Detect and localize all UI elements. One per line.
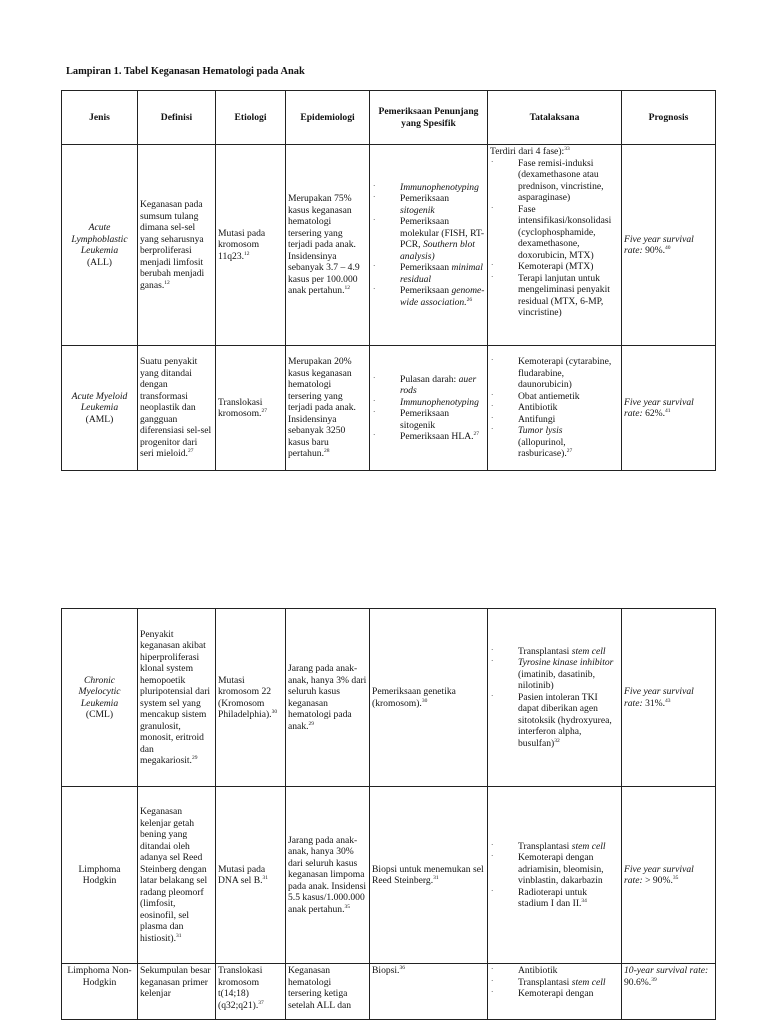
item-italic: Immunophenotyping <box>400 181 479 193</box>
epidemiologi-text: Keganasan hematologi tersering ketiga setelah ALL dan <box>288 965 352 1011</box>
bullet-icon: · <box>373 396 376 405</box>
tatalaksana-list <box>490 841 619 910</box>
item-text: Kemoterapi dengan <box>518 988 594 999</box>
list-item <box>490 356 619 391</box>
item-text: Obat antiemetik <box>518 390 580 402</box>
table-row-all <box>62 145 716 346</box>
prognosis-value: 31%. <box>645 697 666 709</box>
hematology-table-part-1 <box>61 90 716 471</box>
ref-sup: 34 <box>581 897 587 904</box>
bullet-icon: · <box>491 390 494 399</box>
bullet-icon: · <box>491 852 494 860</box>
cell-definisi <box>138 609 216 787</box>
ref-sup: 35 <box>672 874 679 881</box>
item-italic: auer rods <box>400 373 477 396</box>
ref-sup: 28 <box>323 448 330 455</box>
etiologi-text: Mutasi pada kromosom 11q23. <box>218 227 266 262</box>
bullet-icon: · <box>373 262 376 271</box>
list-item <box>490 988 619 1000</box>
bullet-icon: · <box>491 272 494 281</box>
ref-sup: 27 <box>261 407 267 414</box>
header-pemeriksaan: Pemeriksaan Penunjang yang Spesifik <box>370 91 488 145</box>
table-row-cml <box>62 609 716 787</box>
item-text: Pemeriksaan <box>400 262 450 274</box>
list-item <box>372 193 485 216</box>
pemeriksaan-text: Biopsi. <box>372 965 400 976</box>
ref-sup: 27 <box>566 448 573 455</box>
bullet-icon: · <box>373 193 376 202</box>
prognosis-label: Five year survival rate: <box>624 396 694 419</box>
tatalaksana-list <box>490 158 619 319</box>
list-item <box>372 182 485 194</box>
cell-pemeriksaan <box>370 346 488 471</box>
cell-tatalaksana <box>488 787 622 964</box>
bullet-icon: · <box>491 157 494 166</box>
list-item <box>372 285 485 308</box>
ref-sup: 12 <box>164 279 170 286</box>
ref-sup: 41 <box>665 407 671 414</box>
cell-tatalaksana <box>488 609 622 787</box>
epidemiologi-text: Merupakan 75% kasus keganasan hematologi tersering yang terjadi pada anak. Insidensinya sebanyak 3.7 – 4.9 kasus per 100.000 anak pertahun. <box>288 193 360 297</box>
header-epidemiologi: Epidemiologi <box>286 91 370 145</box>
etiologi-text: Translokasi kromosom. <box>218 396 263 419</box>
item-text: (allopurinol, rasburicase). <box>518 436 567 460</box>
bullet-icon: · <box>373 408 376 416</box>
bullet-icon: · <box>491 645 494 654</box>
bullet-icon: · <box>491 840 494 849</box>
cell-tatalaksana <box>488 964 622 1020</box>
document-title: Lampiran 1. Tabel Keganasan Hematologi pada Anak <box>66 66 305 77</box>
table-row-aml <box>62 346 716 471</box>
disease-name: Acute Lymphoblastic Leukemia <box>71 222 128 256</box>
bullet-icon: · <box>373 431 376 439</box>
item-text: Radioterapi untuk stadium I dan II. <box>518 886 588 909</box>
definisi-text: Sekumpulan besar keganasan primer kelenjar <box>140 965 211 999</box>
cell-epidemiologi <box>286 609 370 787</box>
item-text: Pasien intoleran TKI dapat diberikan agen sitotoksik (hydroxyurea, interferon alpha, busulfan) <box>518 691 612 749</box>
cell-etiologi <box>216 787 286 964</box>
ref-sup: 29 <box>191 754 198 761</box>
bullet-icon: · <box>373 181 376 190</box>
item-text: Antibiotik <box>518 402 558 414</box>
item-text: Transplantasi <box>518 976 570 988</box>
item-text: Antibiotik <box>518 965 558 976</box>
cell-prognosis <box>622 787 716 964</box>
list-item <box>490 841 619 853</box>
pemeriksaan-text: Pemeriksaan genetika (kromosom). <box>372 686 456 709</box>
header-etiologi: Etiologi <box>216 91 286 145</box>
etiologi-text: Mutasi kromosom 22 (Kromosom Philadelphia). <box>218 674 272 720</box>
list-item <box>490 261 619 273</box>
item-italic: sitogenik <box>400 204 435 216</box>
ref-sup: 12 <box>344 285 350 292</box>
ref-sup: 30 <box>421 697 428 704</box>
ref-sup: 39 <box>651 976 657 983</box>
disease-abbr: (CML) <box>85 709 114 720</box>
cell-prognosis <box>622 145 716 346</box>
disease-name: Limphoma Non-Hodgkin <box>67 965 132 988</box>
bullet-icon: · <box>491 413 494 422</box>
item-text: Pulasan darah: <box>400 373 457 385</box>
item-text: Pemeriksaan HLA. <box>400 431 474 442</box>
item-text: Transplantasi <box>518 840 570 852</box>
cell-tatalaksana <box>488 346 622 471</box>
ref-sup: 31 <box>262 874 269 881</box>
item-text: Transplantasi <box>518 645 570 657</box>
item-text: Kemoterapi (cytarabine, fludarabine, daunorubicin) <box>518 356 612 391</box>
list-item <box>490 646 619 658</box>
ref-sup: 32 <box>554 737 560 744</box>
list-item <box>372 262 485 285</box>
list-item <box>490 965 619 977</box>
cell-etiologi <box>216 964 286 1020</box>
definisi-text: Keganasan pada sumsum tulang dimana sel-sel yang seharusnya berproliferasi menjadi limfosit berubah menjadi ganas. <box>140 199 205 291</box>
bullet-icon: · <box>491 965 494 973</box>
disease-name: Acute Myeloid Leukemia <box>71 390 128 414</box>
list-item <box>490 692 619 750</box>
list-item <box>490 977 619 989</box>
header-prognosis: Prognosis <box>622 91 716 145</box>
ref-sup: 33 <box>564 145 570 152</box>
ref-sup: 37 <box>258 999 264 1006</box>
definisi-text: Suatu penyakit yang ditandai dengan transformasi neoplastik dan gangguan diferensiasi sel-sel progenitor dari seri mieloid. <box>140 356 212 460</box>
epidemiologi-text: Jarang pada anak-anak, hanya 3% dari seluruh kasus keganasan hematologi pada anak. <box>288 663 367 732</box>
ref-sup: 31 <box>433 874 439 881</box>
definisi-text: Keganasan kelenjar getah bening yang ditandai oleh adanya sel Reed Steinberg dengan latar belakang sel radang pleomorf (limfosit, eosinofil, sel plasma dan histiosit). <box>140 806 208 944</box>
ref-sup: 30 <box>271 708 278 715</box>
bullet-icon: · <box>373 216 376 225</box>
bullet-icon: · <box>491 356 494 365</box>
item-italic: stem cell <box>571 976 606 988</box>
header-tatalaksana: Tatalaksana <box>488 91 622 145</box>
cell-pemeriksaan <box>370 787 488 964</box>
cell-etiologi <box>216 609 286 787</box>
epidemiologi-text: Jarang pada anak-anak, hanya 30% dari seluruh kasus keganasan limpoma pada anak. Insidensi 5.5 kasus/1.000.000 anak pertahun. <box>288 834 367 915</box>
ref-sup: 27 <box>187 448 194 455</box>
cell-jenis <box>62 787 138 964</box>
list-item <box>372 374 485 397</box>
item-text: (imatinib, dasatinib, nilotinib) <box>518 668 596 692</box>
bullet-icon: · <box>373 285 376 294</box>
item-text: Pemeriksaan <box>400 193 450 205</box>
list-item <box>372 397 485 409</box>
pemeriksaan-list <box>372 182 485 309</box>
cell-epidemiologi <box>286 964 370 1020</box>
cell-jenis <box>62 346 138 471</box>
prognosis-value: > 90%. <box>645 875 673 886</box>
list-item <box>490 657 619 692</box>
ref-sup: 26 <box>466 296 473 303</box>
item-text: Antifungi <box>518 413 556 425</box>
cell-definisi <box>138 787 216 964</box>
prognosis-label: 10-year survival rate: <box>624 965 709 976</box>
ref-sup: 29 <box>308 720 315 727</box>
cell-etiologi <box>216 346 286 471</box>
bullet-icon: · <box>491 261 494 269</box>
header-jenis: Jenis <box>62 91 138 145</box>
cell-jenis <box>62 145 138 346</box>
list-item <box>490 391 619 403</box>
cell-epidemiologi <box>286 346 370 471</box>
table-row-non-hodgkin <box>62 964 716 1020</box>
item-italic: Tyrosine kinase inhibitor <box>518 657 614 669</box>
list-item <box>490 204 619 262</box>
ref-sup: 40 <box>665 244 671 251</box>
header-definisi: Definisi <box>138 91 216 145</box>
disease-abbr: (ALL) <box>86 256 113 268</box>
prognosis-label: Five year survival rate: <box>624 233 694 256</box>
list-item <box>490 887 619 910</box>
bullet-icon: · <box>491 657 494 666</box>
cell-epidemiologi <box>286 145 370 346</box>
item-italic: Southern blot analysis) <box>400 239 475 262</box>
list-item <box>490 158 619 204</box>
intro-text: Terdiri dari 4 fase): <box>490 146 565 157</box>
tatalaksana-list <box>490 965 619 1000</box>
item-text: Kemoterapi dengan adriamisin, bleomisin, vinblastin, dakarbazin <box>518 852 604 886</box>
ref-sup: 31 <box>175 932 182 939</box>
item-italic: Immunophenotyping <box>400 396 479 408</box>
bullet-icon: · <box>491 691 494 700</box>
disease-name: Limphoma Hodgkin <box>78 863 121 886</box>
etiologi-text: Translokasi kromosom t(14;18) (q32;q21). <box>218 965 263 1011</box>
bullet-icon: · <box>491 203 494 212</box>
cell-definisi <box>138 964 216 1020</box>
cell-pemeriksaan <box>370 964 488 1020</box>
cell-etiologi <box>216 145 286 346</box>
item-italic: Tumor lysis <box>518 425 563 437</box>
list-item <box>490 852 619 887</box>
table-row-hodgkin <box>62 787 716 964</box>
cell-jenis <box>62 964 138 1020</box>
item-text: Kemoterapi (MTX) <box>518 261 594 272</box>
list-item <box>372 408 485 431</box>
prognosis-value: 62%. <box>645 408 666 419</box>
bullet-icon: · <box>491 402 494 411</box>
disease-name: Chronic Myelocytic Leukemia <box>78 674 121 709</box>
cell-epidemiologi <box>286 787 370 964</box>
item-text: Fase remisi-induksi (dexamethasone atau prednison, vincristine, asparaginase) <box>518 157 604 203</box>
ref-sup: 12 <box>244 250 250 257</box>
cell-pemeriksaan <box>370 145 488 346</box>
cell-prognosis <box>622 964 716 1020</box>
item-text: Pemeriksaan molekular (FISH, RT-PCR, <box>400 216 485 251</box>
item-text: Terapi lanjutan untuk mengeliminasi penyakit residual (MTX, 6-MP, vincristine) <box>518 272 610 318</box>
bullet-icon: · <box>491 886 494 895</box>
bullet-icon: · <box>491 976 494 985</box>
ref-sup: 43 <box>665 697 671 704</box>
cell-prognosis <box>622 609 716 787</box>
prognosis-label: Five year survival rate: <box>624 686 694 709</box>
item-text: Fase intensifikasi/konsolidasi (cyclophosphamide, dexamethasone, doxorubicin, MTX) <box>518 203 612 261</box>
ref-sup: 27 <box>473 430 480 437</box>
item-text: Pemeriksaan <box>400 285 450 297</box>
prognosis-value: 90.6%. <box>624 976 652 988</box>
item-italic: stem cell <box>571 645 606 657</box>
prognosis-label: Five year survival rate: <box>624 863 694 886</box>
item-italic: genome-wide association. <box>400 285 485 308</box>
list-item <box>490 402 619 414</box>
cell-pemeriksaan <box>370 609 488 787</box>
disease-abbr: (AML) <box>85 413 114 425</box>
cell-definisi <box>138 145 216 346</box>
list-item <box>490 414 619 426</box>
cell-prognosis <box>622 346 716 471</box>
bullet-icon: · <box>491 425 494 434</box>
ref-sup: 35 <box>344 903 350 910</box>
table-header-row <box>62 91 716 145</box>
tatalaksana-intro <box>490 146 619 158</box>
cell-definisi <box>138 346 216 471</box>
cell-jenis <box>62 609 138 787</box>
etiologi-text: Mutasi pada DNA sel B. <box>218 863 266 886</box>
item-italic: stem cell <box>571 840 606 852</box>
list-item <box>372 216 485 262</box>
item-text: Pemeriksaan sitogenik <box>400 408 450 431</box>
epidemiologi-text: Merupakan 20% kasus keganasan hematologi tersering yang terjadi pada anak. Insidensinya sebanyak 3250 kasus baru pertahun. <box>288 356 356 460</box>
list-item <box>490 425 619 460</box>
cell-tatalaksana <box>488 145 622 346</box>
hematology-table-part-2 <box>61 608 716 1020</box>
tatalaksana-list <box>490 356 619 460</box>
list-item <box>490 273 619 319</box>
pemeriksaan-text: Biopsi untuk menemukan sel Reed Steinberg. <box>372 863 484 886</box>
list-item <box>372 431 485 443</box>
bullet-icon: · <box>491 988 494 996</box>
pemeriksaan-list <box>372 374 485 443</box>
item-italic: minimal residual <box>400 262 483 285</box>
prognosis-value: 90%. <box>645 245 666 256</box>
definisi-text: Penyakit keganasan akibat hiperproliferasi klonal system hemopoetik pluripotensial dari system sel yang mencakup sistem granulosit, monosit, eritroid dan megakariosit. <box>140 628 211 766</box>
tatalaksana-list <box>490 646 619 750</box>
bullet-icon: · <box>373 373 376 382</box>
ref-sup: 36 <box>399 964 405 971</box>
